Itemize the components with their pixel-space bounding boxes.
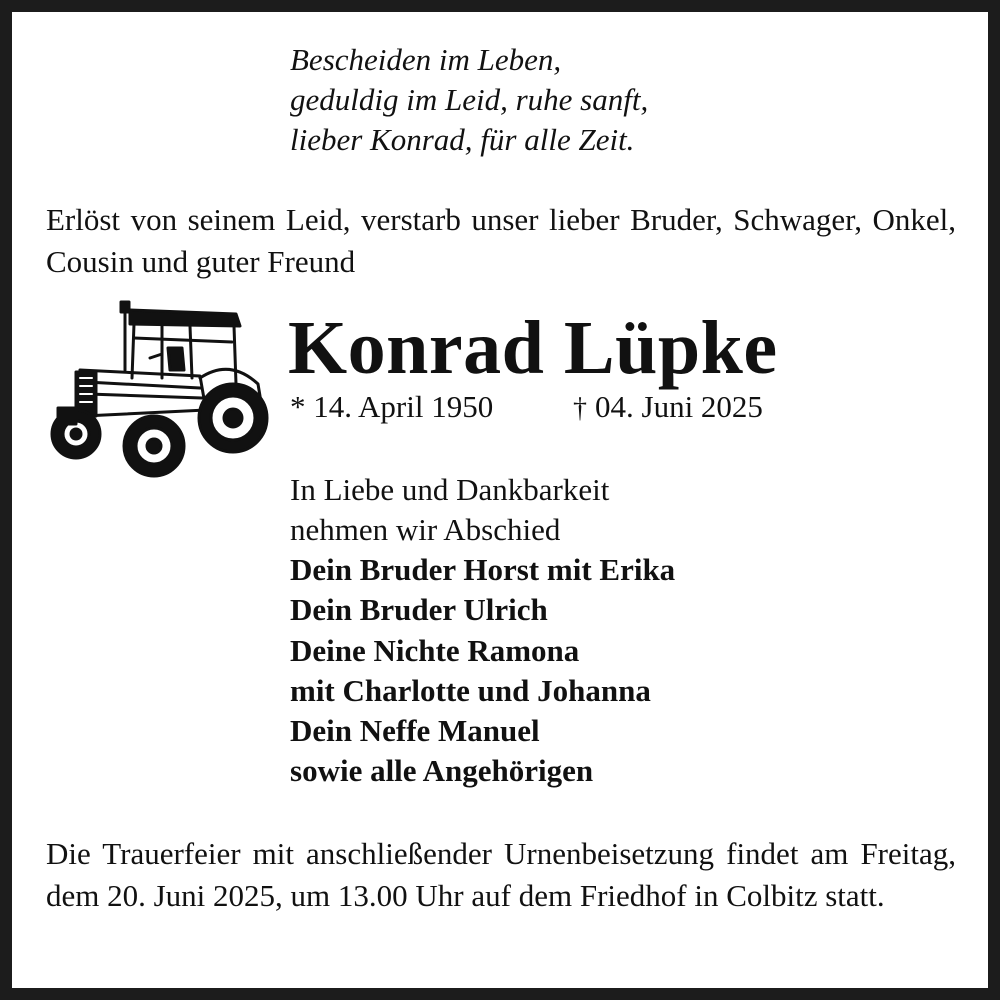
mourner-entry: Dein Bruder Ulrich <box>290 592 548 628</box>
deceased-name: Konrad Lüpke <box>288 306 778 390</box>
mourner-entry: mit Charlotte und Johanna <box>290 672 651 708</box>
mourner-entry: Dein Neffe Manuel <box>290 713 540 749</box>
mourner-entry: Deine Nichte Ramona <box>290 632 580 668</box>
mourner-entry: Dein Bruder Horst mit Erika <box>290 552 676 587</box>
cross-icon: † <box>573 393 587 424</box>
intro-text: Erlöst von seinem Leid, verstarb unser lieber Bruder, Schwager, Onkel, Cousin und guter Freund <box>46 202 956 279</box>
service-announcement: Die Trauerfeier mit anschließender Urnenbeisetzung findet am Freitag, dem 20. Juni 2025, um 13.00 Uhr auf dem Friedhof in Colbitz statt. <box>46 836 956 913</box>
motto-line: geduldig im Leid, ruhe sanft, <box>290 82 649 117</box>
farewell-line: nehmen wir Abschied <box>290 512 561 547</box>
motto-verse <box>290 40 648 160</box>
birth-date: * 14. April 1950 <box>290 389 494 424</box>
motto-line: Bescheiden im Leben, <box>290 42 562 77</box>
death-date-group <box>573 387 763 429</box>
mourners-list <box>290 550 675 792</box>
farewell-line: In Liebe und Dankbarkeit <box>290 472 610 507</box>
life-dates <box>290 387 763 427</box>
farewell-text <box>290 470 609 550</box>
motto-line: lieber Konrad, für alle Zeit. <box>290 122 635 157</box>
death-date: 04. Juni 2025 <box>595 389 763 424</box>
tractor-icon <box>50 298 270 498</box>
mourner-entry: sowie alle Angehörigen <box>290 753 594 789</box>
